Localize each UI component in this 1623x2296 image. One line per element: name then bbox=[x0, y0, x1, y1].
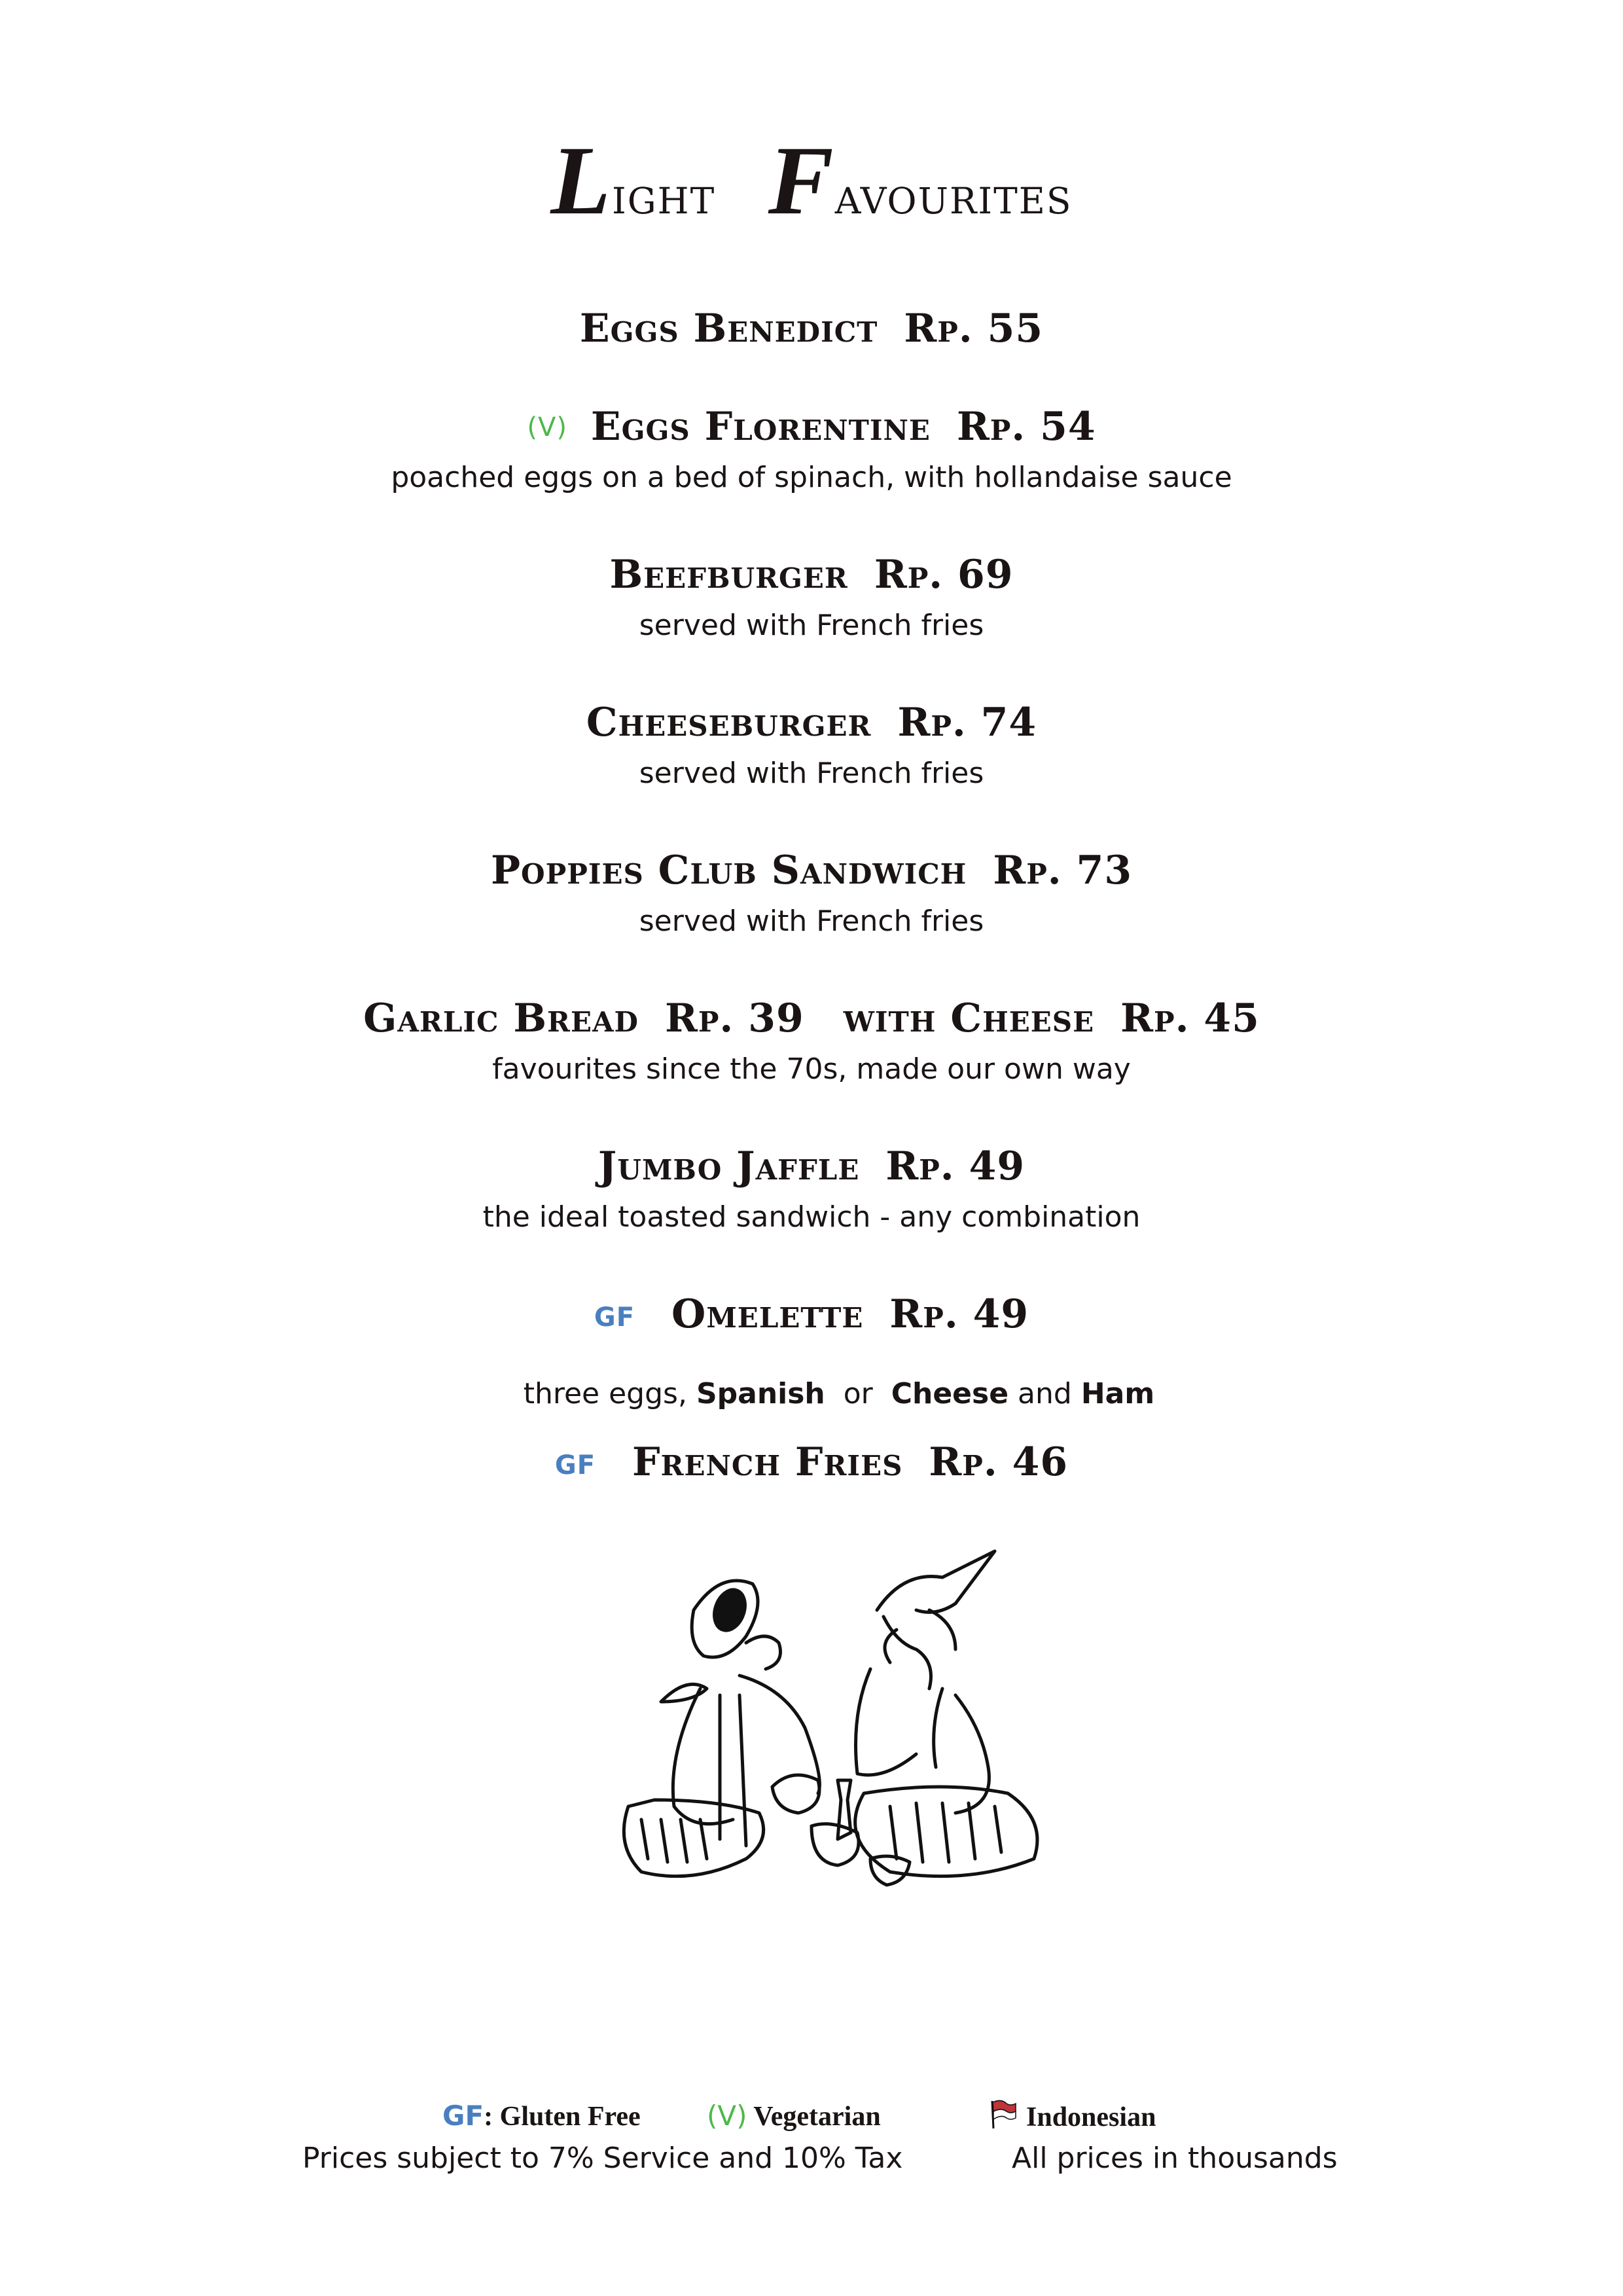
menu-item-jumbo-jaffle bbox=[0, 1143, 1623, 1234]
page-title: Light Favourites bbox=[550, 126, 1073, 235]
item-price: Rp. 55 bbox=[904, 306, 1044, 351]
item-price: Rp. 46 bbox=[929, 1439, 1069, 1485]
item-price: Rp. 54 bbox=[956, 404, 1096, 450]
legend-gluten-free: GF: Gluten Free bbox=[442, 2100, 641, 2132]
gluten-free-tag: GF bbox=[554, 1450, 596, 1480]
item-price: Rp. 74 bbox=[897, 700, 1037, 745]
item-description: the ideal toasted sandwich - any combination bbox=[482, 1200, 1141, 1234]
item-name: Beefburger bbox=[609, 552, 848, 598]
item-variant-name: with Cheese bbox=[843, 996, 1095, 1041]
gluten-free-tag: GF bbox=[594, 1302, 635, 1333]
item-description: poached eggs on a bed of spinach, with hollandaise sauce bbox=[391, 461, 1232, 494]
item-price: Rp. 49 bbox=[885, 1143, 1026, 1189]
item-name: Jumbo Jaffle bbox=[597, 1143, 860, 1189]
item-description: served with French fries bbox=[639, 757, 984, 790]
item-name: Poppies Club Sandwich bbox=[490, 848, 967, 893]
menu-item-french-fries bbox=[0, 1439, 1623, 1485]
item-price: Rp. 39 bbox=[664, 996, 804, 1041]
service-tax-note: Prices subject to 7% Service and 10% Tax bbox=[302, 2142, 903, 2175]
item-name: Omelette bbox=[671, 1291, 864, 1337]
thousands-note: All prices in thousands bbox=[1012, 2142, 1338, 2175]
item-name: French Fries bbox=[632, 1439, 903, 1485]
item-name: Cheeseburger bbox=[586, 700, 872, 745]
item-price: Rp. 73 bbox=[993, 848, 1133, 893]
item-price: Rp. 69 bbox=[874, 552, 1014, 598]
menu-item-eggs-benedict bbox=[0, 306, 1623, 351]
item-description: three eggs, Spanish or Cheese and Ham bbox=[523, 1377, 1155, 1410]
item-name: Eggs Benedict bbox=[579, 306, 878, 351]
indonesian-flag-icon bbox=[990, 2100, 1017, 2130]
vegetarian-tag: (V) bbox=[527, 412, 567, 442]
menu-item-club-sandwich bbox=[0, 848, 1623, 938]
item-variant-price: Rp. 45 bbox=[1120, 996, 1260, 1041]
menu-item-beefburger bbox=[0, 552, 1623, 642]
legend-vegetarian: (V) Vegetarian bbox=[707, 2100, 881, 2132]
menu-item-eggs-florentine bbox=[0, 404, 1623, 494]
balinese-couple-illustration-icon bbox=[589, 1532, 1073, 1898]
item-description: served with French fries bbox=[639, 905, 984, 938]
item-name: Eggs Florentine bbox=[590, 404, 931, 450]
menu-item-cheeseburger bbox=[0, 700, 1623, 790]
item-price: Rp. 49 bbox=[889, 1291, 1029, 1337]
menu-item-omelette bbox=[0, 1291, 1623, 1437]
legend-indonesian: Indonesian bbox=[990, 2100, 1156, 2133]
item-description: served with French fries bbox=[639, 609, 984, 642]
item-name: Garlic Bread bbox=[363, 996, 639, 1041]
item-description: favourites since the 70s, made our own way bbox=[492, 1052, 1131, 1086]
menu-item-garlic-bread bbox=[0, 996, 1623, 1086]
